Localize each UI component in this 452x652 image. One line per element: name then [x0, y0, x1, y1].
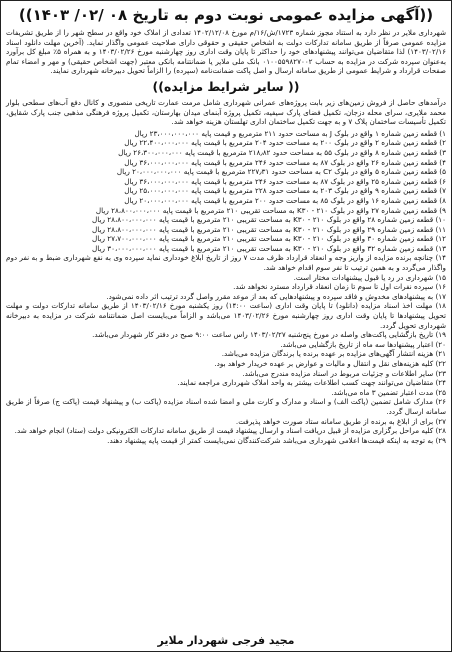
list-item: ۳) قطعه زمین شماره ۸ واقع در بلوک ۵۵ به مساحت حدود ۲۱۸٫۸۲ مترمربع با قیمت پایه ۲۶،۳۰۰،۰۰۰،۰۰۰ ریال	[118, 147, 446, 157]
list-item: ۵) قطعه زمین شماره ۵ واقع در بلوک C۲ به مساحت حدود ۲۲۷٫۳۱ مترمربع با قیمت پایه ۲۰،۰۰۰،۰۰۰،۰۰۰ ریال	[116, 167, 446, 177]
list-item: ۱۷) به پیشنهادهای مخدوش و فاقد سپرده و پیشنهادهایی که بعد از موعد مقرر واصل گردد ترتیب اثر داده نمی‌شود.	[106, 291, 446, 301]
notice-title: ((آگهی مزایده عمومی نوبت دوم به تاریخ ۰۸ /۰۲/ ۱۴۰۳))	[18, 6, 434, 24]
list-item: ۱۸) مهلت اخذ اسناد مزایده (دانلود) تا پایان وقت اداری (ساعت ۱۴:۰۰) روز یکشنبه مورخ ۱۴۰۳/۰۲/۱۶ از طریق سامانه تدارکات دولت و مهلت تحویل پیشنهادها تا پایان وقت اداری روز چهارشنبه مورخ ۱۴۰۳/۰۲/۲۶ می‌باشد و الزاماً می‌بایست اصل ضمانتنامه شرکت در مزایده به دبیرخانه شهرداری تحویل گردد.	[6, 301, 446, 330]
list-item: ۱) قطعه زمین شماره ۱ واقع در بلوک J به مساحت حدود ۲۱۱ مترمربع و قیمت پایه ۲۳،۰۰۰،۰۰۰،۰۰۰ ریال	[134, 128, 446, 138]
list-item: ۹) قطعه زمین شماره ۲۷ واقع در بلوک ۲۱۰ - K۳۰ به مساحت تقریبی ۲۱۰ مترمربع با قیمت پایه ۲۸،۸۰۰،۰۰۰،۰۰۰ ریال	[95, 205, 446, 215]
list-item: ۱۰) قطعه زمین شماره ۲۸ واقع در بلوک ۲۱۰ - K۳۰ به مساحت تقریبی ۲۱۰ مترمربع با قیمت پایه ۲۸،۸۰۰،۰۰۰،۰۰۰ ریال	[92, 215, 446, 225]
list-item: ۲۷) برای از ابلاغ به برنده از طریق سامانه ستاد صورت خواهد پذیرفت.	[235, 416, 446, 426]
list-item: ۱۳) قطعه زمین شماره ۳۲ واقع در بلوک ۲۱۰ - K۳۰ به مساحت تقریبی ۲۱۰ مترمربع با قیمت پایه ۳۰،۰۰۰،۰۰۰،۰۰۰ ریال	[92, 243, 446, 253]
notice-intro: شهرداری ملایر در نظر دارد به استناد مجوز شماره ۱۷۲۳/ش/۱۶/م مورخ ۱۴۰۲/۱۲/۰۸ تعدادی از املاک خود واقع در سطح شهر را از طریق تشریفات مزایده عمومی صرفاً از طریق سامانه تدارکات دولت به اشخاص حقیقی و حقوقی دارای صلاحیت عمومی واگذار نماید. (آخرین مهلت دانلود اسناد ۱۴۰۳/۰۲/۱۶) لذا متقاضیان می‌توانند پیشنهادهای خود را حداکثر تا پایان وقت اداری روز چهارشنبه مورخ ۱۴۰۳/۰۲/۲۶ و به همراه ۵٪ مبلغ کل برآورد به‌عنوان سپرده شرکت در مزایده به حساب ۰۱۰۰۵۵۹۸۲۷۰۰۲ بانک ملی ملایر یا ضمانتنامه بانکی معتبر (جهت اشخاص حقیقی) و مهر و امضاء تمام صفحات قرارداد و شرایط عمومی از طریق سامانه ارسال و اصل پاکت ضمانت‌نامه (سپرده) را الزاماً تحویل دبیرخانه شهرداری نمایند.	[6, 28, 446, 76]
list-item: ۱۹) تاریخ بازگشایی پاکت‌های واصله در مورخ پنج‌شنبه ۱۴۰۳/۰۲/۲۷ راس ساعت ۹:۰۰ صبح در دفتر کار شهردار می‌باشد.	[92, 330, 446, 340]
list-item: ۲۳) سایر اطلاعات و جزئیات مربوط در اسناد مزایده مندرج می‌باشد.	[242, 368, 446, 378]
list-item: ۲۲) کلیه هزینه‌های نقل و انتقال و مالیات و عوارض بر عهده خریدار خواهد بود.	[214, 359, 446, 368]
list-item: ۲۸) کلیه مراحل برگزاری مزایده از قبیل دریافت اسناد و ارسال پیشنهاد قیمت از طریق سامانه تدارکات الکترونیکی دولت (ستاد) انجام خواهد شد.	[14, 426, 446, 436]
notice-subtitle: (( سایر شرایط مزایده))	[152, 78, 300, 94]
list-item: ۱۶) سپرده نفرات اول تا سوم تا زمان انعقاد قرارداد مسترد نخواهد شد.	[233, 282, 446, 292]
list-item: ۲۶) مدارک شامل تضمین (پاکت الف) و اسناد و مدارک و کارت ملی و امضا شده اسناد مزایده (پاکت ب) و پیشنهاد قیمت (پاکت ج) صرفاً از طریق سامانه ارسال گردد.	[6, 397, 446, 416]
notice-body: درآمدهای حاصل از فروش زمین‌های زیر بابت پروژه‌های عمرانی شهرداری شامل مرمت عمارت تاریخی منصوری و کانال دفع آب‌های سطحی بلوار محمد ملایری، سرای محله دزجان، تکمیل فضای پارک سیفیه، تکمیل پروژه آبنمای میدان بهارستان، تکمیل پروژه فرهنگی مذهبی جنب پارک شقایق، تکمیل تأسیسات ساختمان پلاک ۷ و به جهت تکمیل ساختمان اداری تهلستان هزینه خواهد شد.	[6, 97, 446, 127]
list-item: ۶) قطعه زمین شماره ۲۵ واقع در بلوک ۸۷ به مساحت حدود ۲۴۶ مترمربع با قیمت پایه ۳۶،۰۰۰،۰۰۰،۰۰۰ ریال	[124, 176, 446, 186]
list-item: ۱۴) چنانچه برنده مزایده از واریز وجه و انعقاد قرارداد ظرف مدت ۷ روز از تاریخ ابلاغ خودداری نماید سپرده وی به نفع شهرداری ضبط و به نفر دوم واگذار می‌گردد و به همین ترتیب تا نفر سوم اقدام خواهد شد.	[6, 253, 446, 273]
list-item: ۲۹) به توجه به اینکه قیمت‌ها اعلامی شهرداری می‌باشد شرکت‌کنندگان نمی‌بایست کمتر از قیمت پایه پیشنهاد دهند.	[107, 435, 446, 445]
list-item: ۲۱) هزینه انتشار آگهی‌های مزایده بر عهده برنده یا برندگان مزایده می‌باشد.	[221, 349, 446, 359]
list-item: ۷) قطعه زمین شماره ۹ واقع در بلوک ۲۰۳ به مساحت حدود ۲۲۸ مترمربع با قیمت پایه ۲۵،۰۰۰،۰۰۰،۰۰۰ ریال	[124, 186, 446, 196]
list-item: ۲۴) متقاضیان می‌توانند جهت کسب اطلاعات بیشتر به واحد املاک شهرداری مراجعه نمایند.	[177, 378, 446, 388]
list-item: ۲۰) اعتبار پیشنهادها سه ماه از تاریخ بازگشایی می‌باشد.	[280, 339, 446, 349]
signature: مجید فرجی شهردار ملایر	[157, 634, 295, 647]
list-item: ۱۲) قطعه زمین شماره ۳۰ واقع در بلوک ۲۱۰ - K۳۰ به مساحت تقریبی ۲۱۰ مترمربع با قیمت پایه ۲۷،۷۰۰،۰۰۰،۰۰۰ ریال	[92, 234, 446, 244]
list-item: ۸) قطعه زمین شماره ۱۶ واقع در بلوک ۸۵ به مساحت حدود ۲۰۰ مترمربع با قیمت پایه ۲۰،۰۰۰،۰۰۰،۰۰۰ ریال	[124, 195, 446, 205]
list-item: ۱۵) شهرداری در رد یا قبول پیشنهادات مختار است.	[293, 272, 446, 282]
list-item: ۱۱) قطعه زمین شماره ۲۹ واقع در بلوک ۲۱۰ - K۳۰ به مساحت تقریبی ۲۱۰ مترمربع با قیمت پایه ۲۸،۸۰۰،۰۰۰،۰۰۰ ریال	[92, 224, 446, 234]
conditions-list	[6, 129, 446, 446]
list-item: ۲) قطعه زمین شماره ۲ واقع در بلوک ۲۰۰ به مساحت حدود ۲۰۴ مترمربع با قیمت پایه ۲۲،۴۰۰،۰۰۰،۰۰۰ ریال	[124, 138, 446, 148]
list-item: ۲۵) مدت اعتبار تضمین ۳ ماه می‌باشد.	[331, 387, 446, 397]
list-item: ۴) قطعه زمین شماره ۲۶ واقع در بلوک ۸۷ به مساحت حدود ۲۴۶ مترمربع با قیمت پایه ۳۶،۰۰۰،۰۰۰،۰۰۰ ریال	[124, 157, 446, 167]
